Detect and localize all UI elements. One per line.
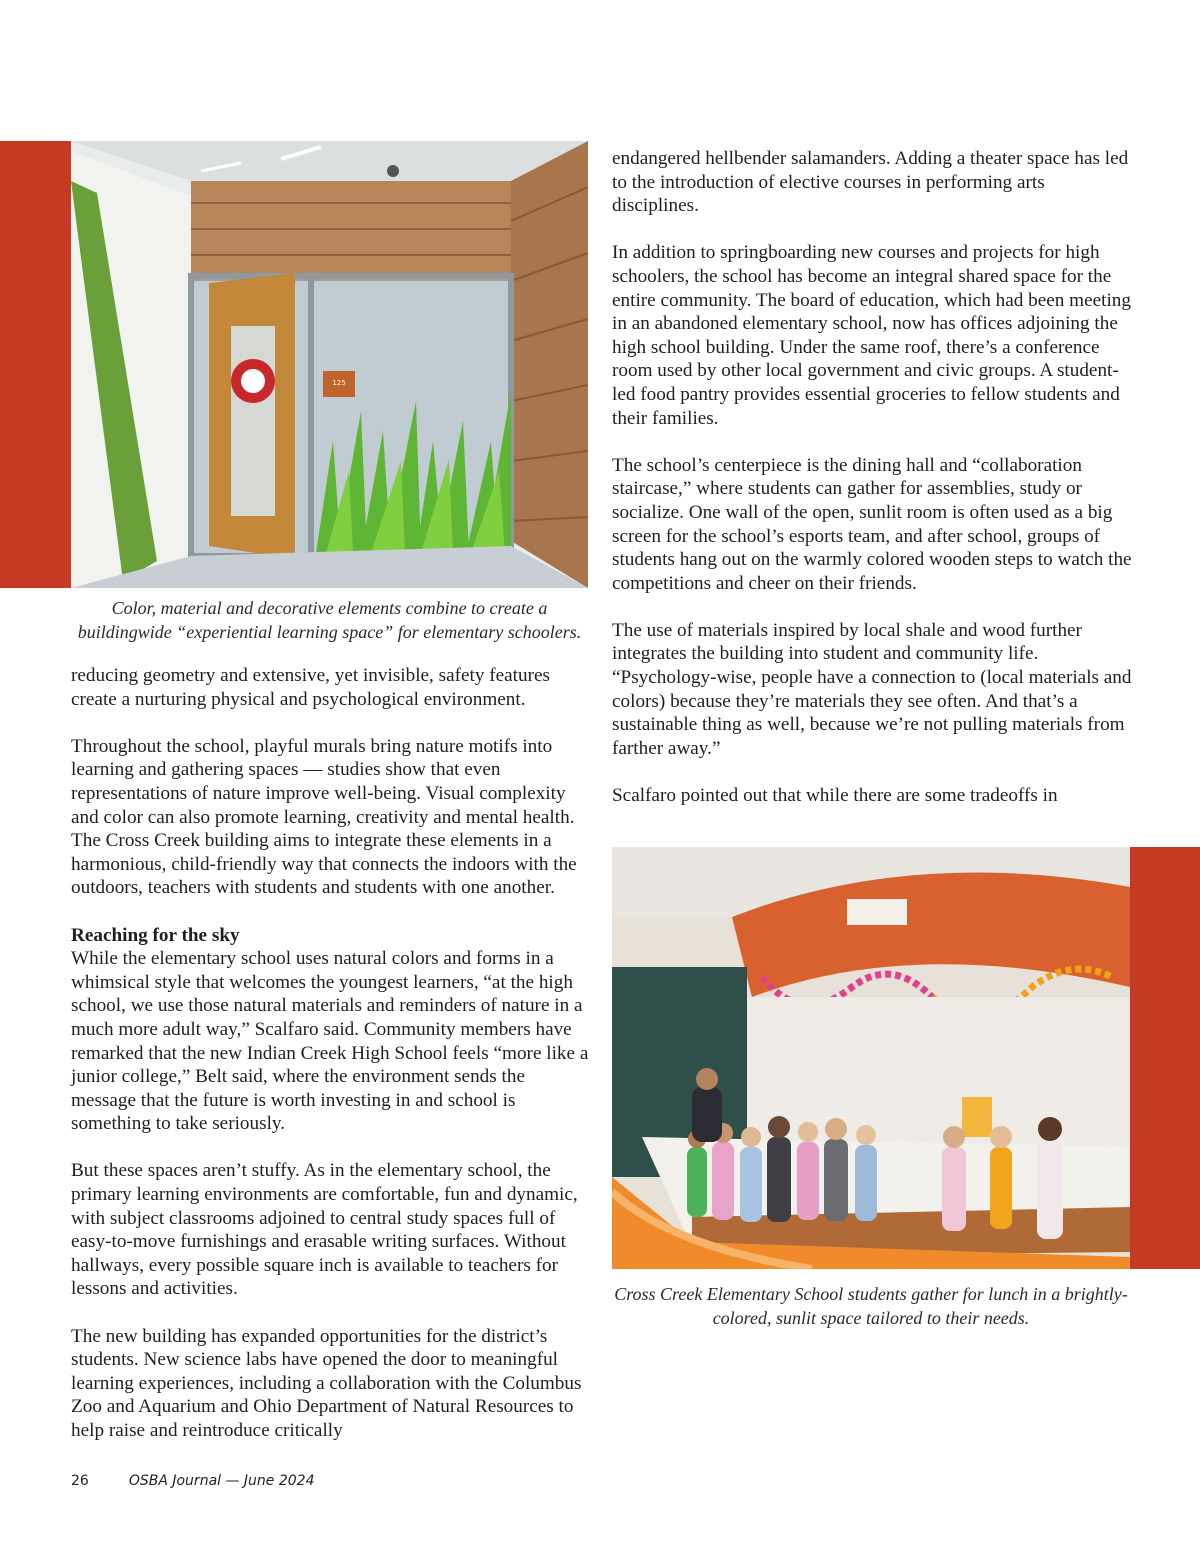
accent-band-right	[1130, 847, 1200, 1269]
left-text-column	[71, 664, 591, 1466]
journal-issue: OSBA Journal — June 2024	[128, 1473, 315, 1489]
body-paragraph: reducing geometry and extensive, yet invisible, safety features create a nurturing physical and psychological environment.	[71, 665, 550, 710]
accent-band-left	[0, 141, 71, 588]
photo-classroom-entrance	[71, 141, 588, 588]
page-footer	[71, 1473, 315, 1489]
body-paragraph: The school’s centerpiece is the dining hall and “collaboration staircase,” where students can gather for assemblies, study or socialize. One wall of the open, sunlit room is often used as a big screen for the school’s esports team, and after school, groups of students hang out on the warmly colored wooden steps to watch the competitions and cheer on their friends.	[612, 454, 1132, 594]
section-heading: Reaching for the sky	[71, 924, 240, 946]
room-number-sign: 125	[332, 379, 346, 387]
page-number: 26	[71, 1473, 89, 1489]
body-paragraph: The use of materials inspired by local shale and wood further integrates the building into student and community life. “Psychology-wise, people have a connection to (local materials and colors) because they’re materials they see often. And that’s a sustainable thing as well, because we’re not pulling materials from farther away.”	[612, 619, 1132, 759]
body-paragraph: While the elementary school uses natural colors and forms in a whimsical style that welcomes the youngest learners, “at the high school, we use those natural materials and reminders of nature in a much more adult way,” Scalfaro said. Community members have remarked that the new Indian Creek High School feels “more like a junior college,” Belt said, where the environment sends the message that the future is worth investing in and school is something to take seriously.	[71, 948, 589, 1135]
body-paragraph: endangered hellbender salamanders. Adding a theater space has led to the introduction of elective courses in performing arts disciplines.	[612, 148, 1129, 217]
body-paragraph: Throughout the school, playful murals bring nature motifs into learning and gathering spaces — studies show that even representations of nature improve well-being. Visual complexity and color can also promote learning, creativity and mental health. The Cross Creek building aims to integrate these elements in a harmonious, child-friendly way that connects the indoors with the outdoors, teachers with students and students with one another.	[71, 735, 577, 899]
body-paragraph: Scalfaro pointed out that while there are some tradeoffs in	[612, 785, 1058, 807]
body-paragraph: The new building has expanded opportunities for the district’s students. New science labs have opened the door to meaningful learning experiences, including a collaboration with the Columbus Zoo and Aquarium and Ohio Department of Natural Resources to help raise and reintroduce critically	[71, 1325, 582, 1441]
body-paragraph: But these spaces aren’t stuffy. As in the elementary school, the primary learning environments are comfortable, fun and dynamic, with subject classrooms adjoined to central study spaces full of easy-to-move furnishings and erasable writing surfaces. Without hallways, every possible square inch is available to teachers for lessons and activities.	[71, 1160, 578, 1300]
photo-dining-hall	[612, 847, 1130, 1269]
figure-caption-2: Cross Creek Elementary School students gather for lunch in a brightly-colored, sunlit space tailored to their needs.	[614, 1284, 1128, 1328]
body-paragraph: In addition to springboarding new courses and projects for high schoolers, the school has become an integral shared space for the entire community. The board of education, which had been meeting in an abandoned elementary school, now has offices adjoining the high school building. Under the same roof, there’s a conference room used by other local government and civic groups. A student-led food pantry provides essential groceries to fellow students and their families.	[612, 242, 1131, 429]
right-text-column	[612, 147, 1132, 831]
figure-caption-1: Color, material and decorative elements combine to create a buildingwide “experiential learning space” for elementary schoolers.	[77, 598, 582, 642]
